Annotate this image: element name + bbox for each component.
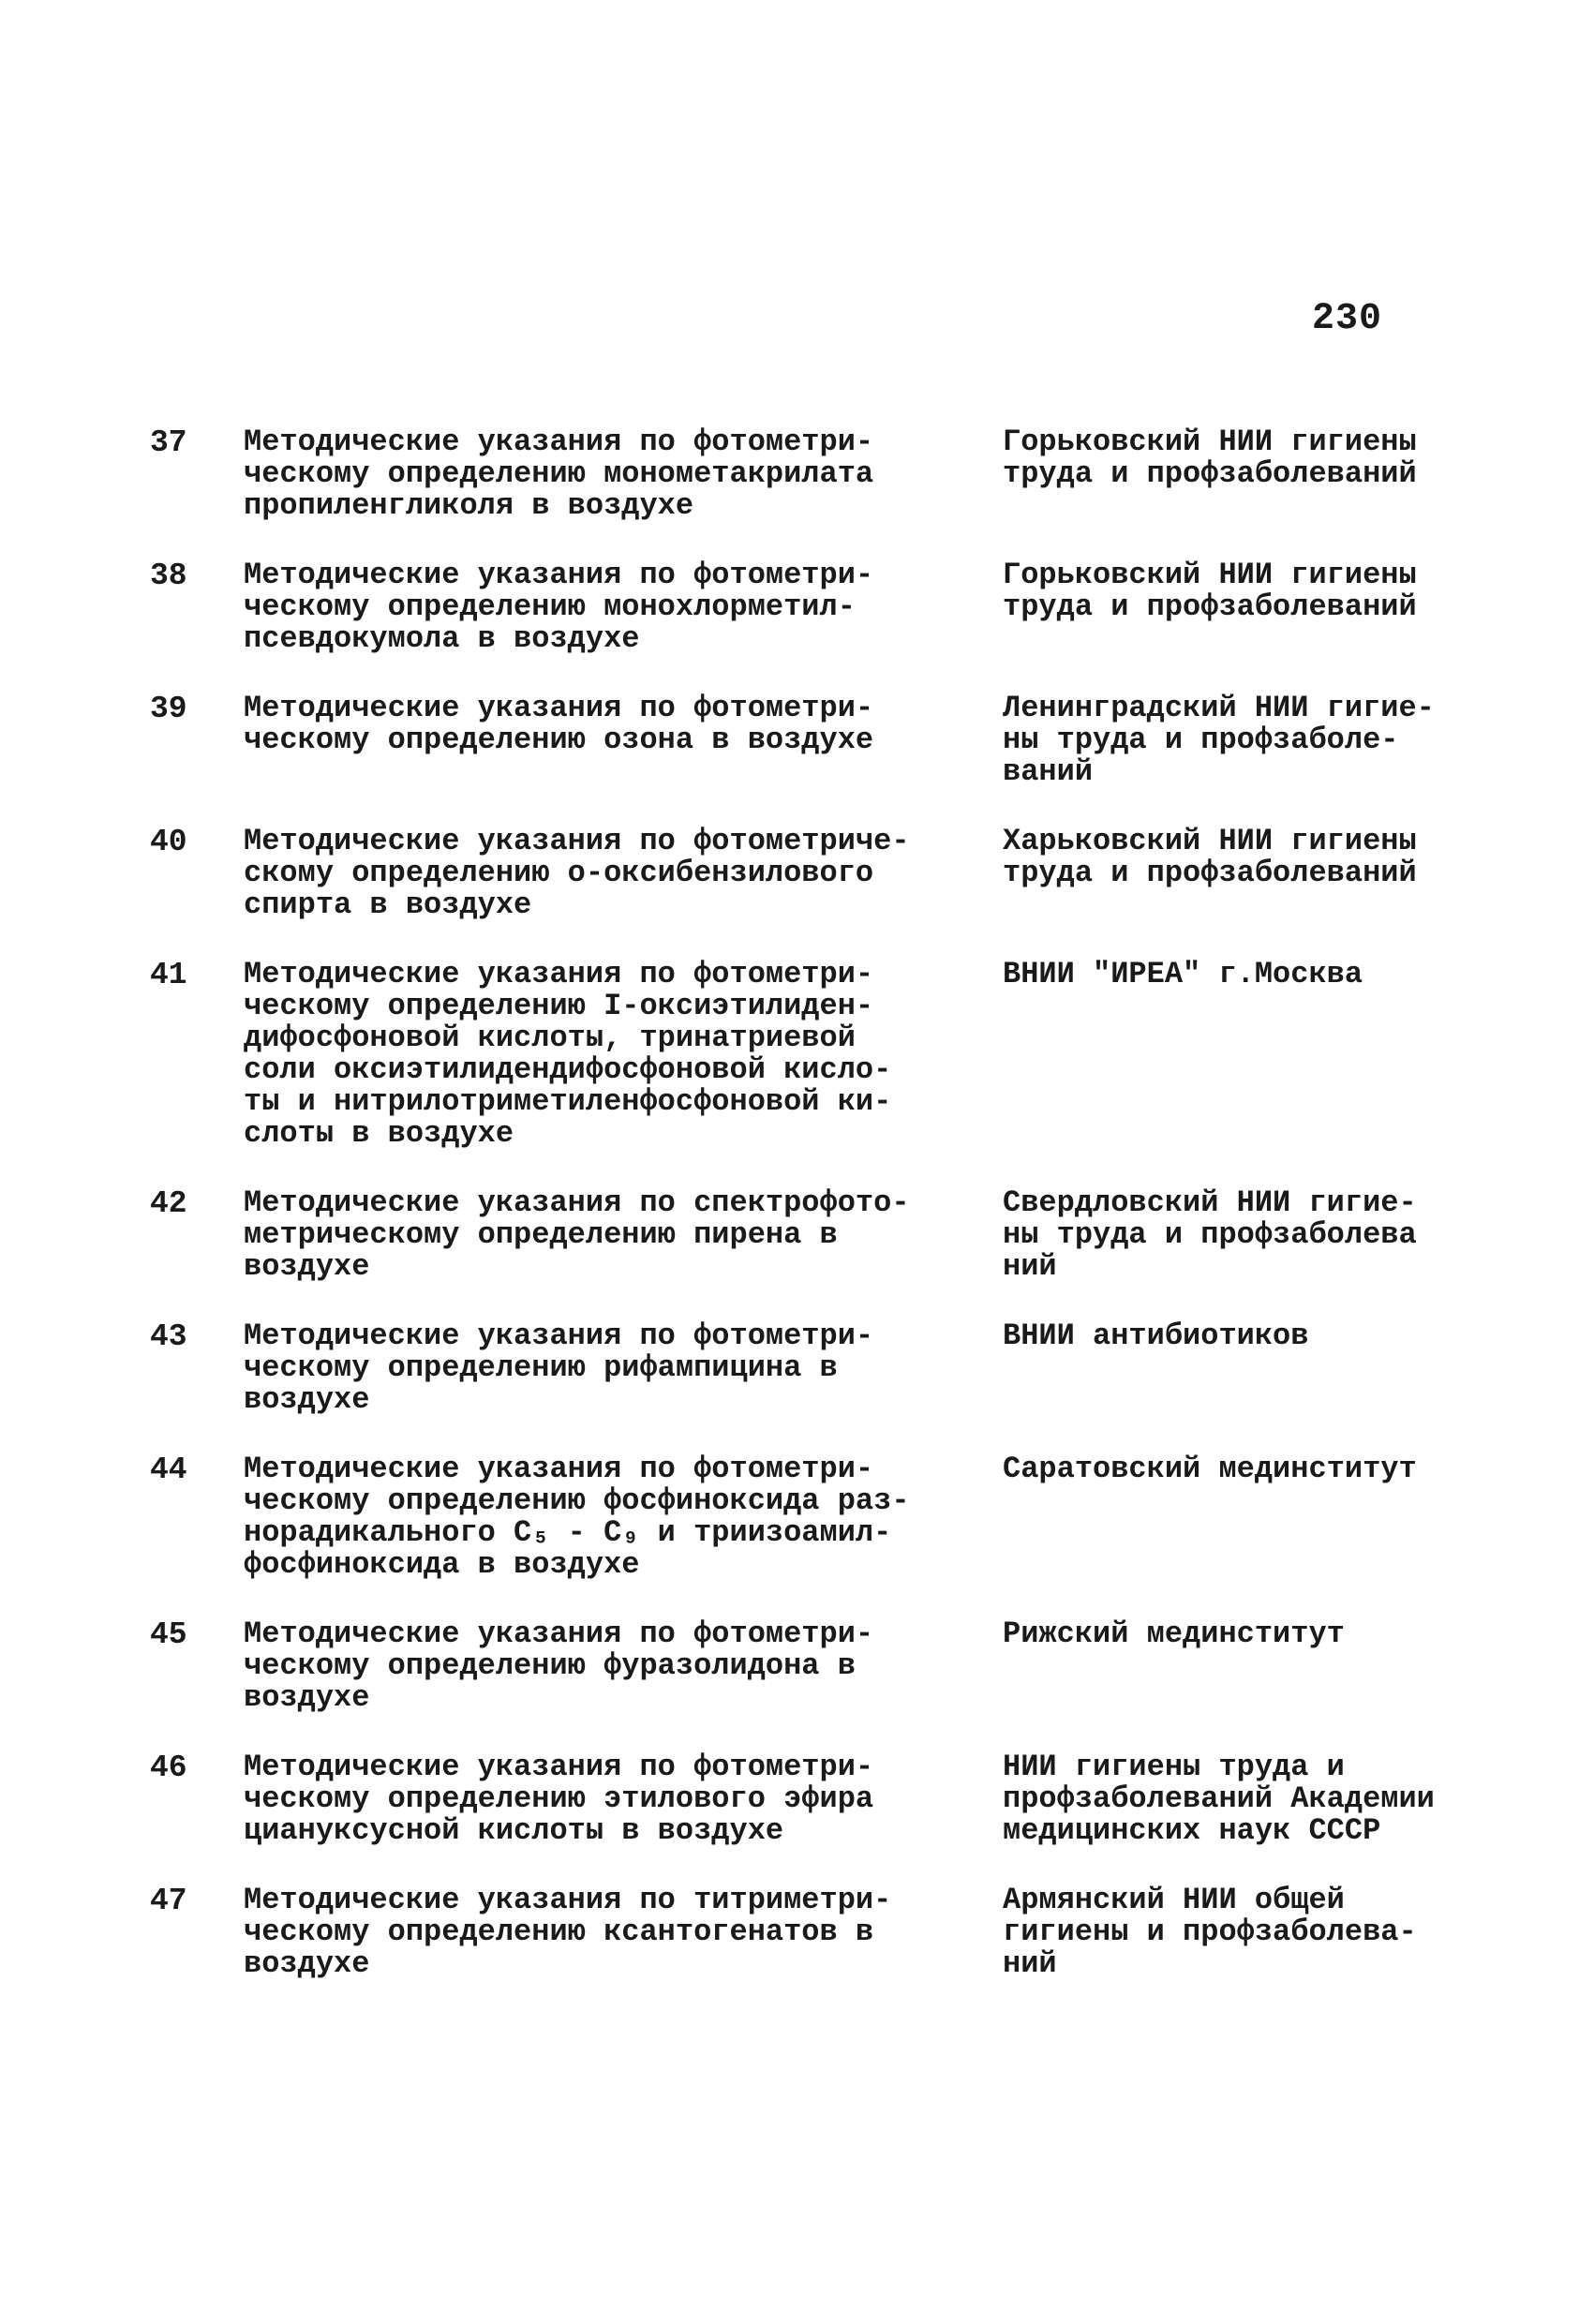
entry-organization: Горьковский НИИ гигиены труда и профзаболеваний	[1003, 558, 1417, 624]
entries-list	[150, 426, 1481, 2018]
entry-41	[150, 959, 1481, 1150]
entry-title: Методические указания по спектрофото- метрическому определению пирена в воздухе	[244, 1185, 910, 1284]
entry-title: Методические указания по фотометри- ческому определению фуразолидона в воздухе	[244, 1616, 874, 1715]
entry-title: Методические указания по фотометри- ческому определению I-оксиэтилиден- дифосфоновой кислоты, тринатриевой соли оксиэтилидендифосфоновой кисло- ты и нитрилотриметиленфосфоновой ки- слоты в воздухе	[244, 957, 892, 1151]
entry-number: 37	[150, 425, 187, 460]
entry-37	[150, 426, 1481, 522]
entry-44	[150, 1453, 1481, 1581]
entry-number: 47	[150, 1884, 187, 1918]
entry-organization: Свердловский НИИ гигие- ны труда и профзаболева ний	[1003, 1185, 1417, 1284]
entry-46	[150, 1751, 1481, 1847]
entry-43	[150, 1320, 1481, 1416]
entry-organization: Ленинградский НИИ гигие- ны труда и профзаболе- ваний	[1003, 691, 1435, 789]
entry-organization: Горьковский НИИ гигиены труда и профзаболеваний	[1003, 425, 1417, 491]
entry-47	[150, 1885, 1481, 1980]
entry-organization: ВНИИ антибиотиков	[1003, 1318, 1309, 1353]
entry-45	[150, 1618, 1481, 1714]
entry-title: Методические указания по фотометри- ческому определению монометакрилата пропиленгликоля в воздухе	[244, 425, 874, 523]
entry-title: Методические указания по фотометри- ческому определению фосфиноксида раз- норадикального C₅ - C₉ и триизоамил- фосфиноксида в воздухе	[244, 1452, 910, 1582]
entry-number: 43	[150, 1319, 187, 1354]
entry-42	[150, 1187, 1481, 1283]
entry-title: Методические указания по титриметри- ческому определению ксантогенатов в воздухе	[244, 1883, 892, 1981]
entry-organization: НИИ гигиены труда и профзаболеваний Академии медицинских наук СССР	[1003, 1750, 1435, 1848]
entry-number: 45	[150, 1617, 187, 1652]
entry-number: 38	[150, 559, 187, 593]
entry-number: 44	[150, 1452, 187, 1487]
entry-40	[150, 826, 1481, 921]
entry-number: 42	[150, 1186, 187, 1221]
entry-organization: ВНИИ "ИРЕА" г.Москва	[1003, 957, 1363, 991]
entry-title: Методические указания по фотометри- ческому определению монохлорметил- псевдокумола в воздухе	[244, 558, 874, 656]
entry-number: 46	[150, 1750, 187, 1785]
entry-38	[150, 559, 1481, 655]
entry-39	[150, 693, 1481, 788]
entry-title: Методические указания по фотометри- ческому определению озона в воздухе	[244, 691, 874, 757]
entry-organization: Армянский НИИ общей гигиены и профзаболева- ний	[1003, 1883, 1417, 1981]
entry-organization: Рижский мединститут	[1003, 1616, 1345, 1651]
entry-number: 39	[150, 692, 187, 726]
entry-number: 41	[150, 958, 187, 992]
entry-organization: Харьковский НИИ гигиены труда и профзаболеваний	[1003, 824, 1417, 890]
entry-number: 40	[150, 825, 187, 859]
entry-title: Методические указания по фотометри- ческому определению рифампицина в воздухе	[244, 1318, 874, 1417]
entry-title: Методические указания по фотометри- ческому определению этилового эфира циануксусной кислоты в воздухе	[244, 1750, 874, 1848]
page-number: 230	[1312, 298, 1383, 340]
entry-title: Методические указания по фотометриче- скому определению о-оксибензилового спирта в воздухе	[244, 824, 910, 922]
entry-organization: Саратовский мединститут	[1003, 1452, 1417, 1486]
